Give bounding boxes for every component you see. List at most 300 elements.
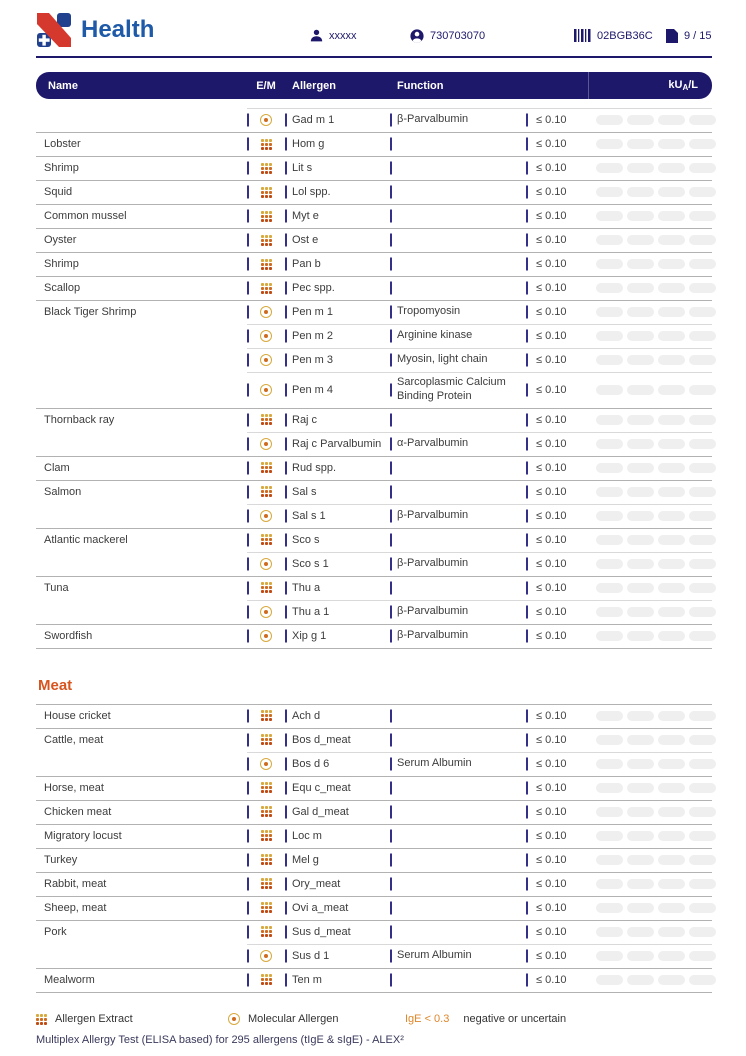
allergen-code-cell: Xip g 1 <box>285 624 390 648</box>
column-tick <box>390 805 392 818</box>
row-name-label <box>36 108 247 132</box>
row-name-label: Rabbit, meat <box>44 877 107 890</box>
row-name-label <box>36 752 247 776</box>
row-name-label: Horse, meat <box>44 781 104 794</box>
patient-name-value: xxxxx <box>329 29 357 42</box>
row-name-label: Shrimp <box>44 258 79 270</box>
column-tick <box>526 383 528 396</box>
barcode-icon <box>574 29 591 42</box>
column-tick <box>285 805 287 818</box>
column-tick <box>285 781 287 794</box>
column-tick <box>526 138 528 151</box>
ige-value-cell: ≤ 0.10 <box>526 528 588 552</box>
allergen-extract-icon <box>261 734 272 745</box>
row-name-label <box>36 504 247 528</box>
column-tick <box>526 437 528 450</box>
result-scale-bars <box>588 252 716 276</box>
column-tick <box>285 354 287 367</box>
result-scale-bars <box>588 228 716 252</box>
em-cell <box>247 228 285 252</box>
ige-value-cell: ≤ 0.10 <box>526 132 588 156</box>
allergen-code-cell: Thu a <box>285 576 390 600</box>
table-row <box>36 728 712 752</box>
column-tick <box>285 581 287 594</box>
column-tick <box>390 114 392 127</box>
column-tick <box>526 829 528 842</box>
allergen-function-cell <box>390 456 526 480</box>
person-icon <box>310 29 323 42</box>
table-row <box>36 704 712 728</box>
ige-value-cell: ≤ 0.10 <box>526 576 588 600</box>
column-tick <box>390 757 392 770</box>
ige-value-cell: ≤ 0.10 <box>526 456 588 480</box>
legend-extract-label: Allergen Extract <box>55 1013 133 1025</box>
allergen-code-cell: Raj c <box>285 408 390 432</box>
column-tick <box>247 437 249 450</box>
column-tick <box>390 413 392 426</box>
column-tick <box>285 413 287 426</box>
column-tick <box>285 330 287 343</box>
allergen-function-cell: β-Parvalbumin <box>390 600 526 624</box>
allergen-code-cell: Raj c Parvalbumin <box>285 432 390 456</box>
allergen-function-cell <box>390 800 526 824</box>
column-tick <box>390 629 392 642</box>
ige-value-cell: ≤ 0.10 <box>526 552 588 576</box>
molecular-allergen-icon <box>260 330 272 342</box>
em-cell <box>247 552 285 576</box>
em-cell <box>247 896 285 920</box>
table-row <box>36 372 712 408</box>
allergen-extract-icon <box>261 926 272 937</box>
table-row <box>36 776 712 800</box>
table-row <box>36 204 712 228</box>
column-header-unit: $kU_A/L$ <box>588 72 712 99</box>
person-circle-icon <box>410 29 424 43</box>
column-tick <box>247 383 249 396</box>
column-tick <box>390 383 392 396</box>
column-tick <box>247 114 249 127</box>
column-tick <box>526 709 528 722</box>
allergen-code-cell: Lit s <box>285 156 390 180</box>
column-tick <box>390 330 392 343</box>
em-cell <box>247 180 285 204</box>
column-tick <box>285 605 287 618</box>
allergen-extract-icon <box>261 854 272 865</box>
column-tick <box>390 781 392 794</box>
result-scale-bars <box>588 408 716 432</box>
ige-value-cell: ≤ 0.10 <box>526 372 588 408</box>
column-tick <box>390 162 392 175</box>
allergen-extract-icon <box>261 462 272 473</box>
em-cell <box>247 504 285 528</box>
ige-value-cell: ≤ 0.10 <box>526 108 588 132</box>
ige-value-cell: ≤ 0.10 <box>526 920 588 944</box>
table-row <box>36 180 712 204</box>
column-tick <box>285 138 287 151</box>
column-tick <box>390 533 392 546</box>
molecular-allergen-icon <box>228 1013 240 1025</box>
allergen-extract-icon <box>261 187 272 198</box>
column-tick <box>247 413 249 426</box>
allergen-function-cell <box>390 528 526 552</box>
result-scale-bars <box>588 108 716 132</box>
allergen-code-cell: Sus d_meat <box>285 920 390 944</box>
column-tick <box>390 461 392 474</box>
row-name-label: Thornback ray <box>44 413 115 426</box>
column-tick <box>390 306 392 319</box>
allergen-code-cell: Thu a 1 <box>285 600 390 624</box>
allergen-code-cell: Hom g <box>285 132 390 156</box>
table-row <box>36 156 712 180</box>
column-tick <box>390 282 392 295</box>
result-scale-bars <box>588 624 716 648</box>
allergen-code-cell: Lol spp. <box>285 180 390 204</box>
header-divider <box>36 56 712 58</box>
column-tick <box>247 162 249 175</box>
row-name-label: Oyster <box>44 234 77 246</box>
result-scale-bars <box>588 944 716 968</box>
allergen-extract-icon <box>261 259 272 270</box>
ige-value-cell: ≤ 0.10 <box>526 228 588 252</box>
row-name-label <box>36 552 247 576</box>
table-row <box>36 108 712 132</box>
result-scale-bars <box>588 204 716 228</box>
allergen-extract-icon <box>261 974 272 985</box>
result-scale-bars <box>588 728 716 752</box>
column-tick <box>390 877 392 890</box>
allergen-function-cell: β-Parvalbumin <box>390 504 526 528</box>
allergen-function-cell <box>390 896 526 920</box>
column-tick <box>390 509 392 522</box>
column-tick <box>247 973 249 986</box>
result-scale-bars <box>588 920 716 944</box>
allergen-function-cell: α-Parvalbumin <box>390 432 526 456</box>
allergen-extract-icon <box>261 878 272 889</box>
allergen-function-cell: Serum Albumin <box>390 944 526 968</box>
patient-name-field <box>310 29 357 42</box>
column-tick <box>285 186 287 199</box>
allergen-code-cell: Mel g <box>285 848 390 872</box>
allergen-extract-icon <box>261 806 272 817</box>
allergen-code-cell: Sal s <box>285 480 390 504</box>
allergen-extract-icon <box>261 902 272 913</box>
column-tick <box>526 877 528 890</box>
column-tick <box>526 805 528 818</box>
table-row <box>36 408 712 432</box>
legend <box>36 1013 712 1025</box>
em-cell <box>247 776 285 800</box>
allergen-code-cell: Ovi a_meat <box>285 896 390 920</box>
result-scale-bars <box>588 600 716 624</box>
column-tick <box>247 306 249 319</box>
column-tick <box>526 509 528 522</box>
allergen-extract-icon <box>261 830 272 841</box>
allergen-extract-icon <box>261 782 272 793</box>
ige-value-cell: ≤ 0.10 <box>526 432 588 456</box>
column-tick <box>247 949 249 962</box>
allergen-code-cell: Ory_meat <box>285 872 390 896</box>
row-name-label <box>36 372 247 408</box>
result-scale-bars <box>588 276 716 300</box>
column-tick <box>285 234 287 247</box>
column-tick <box>247 925 249 938</box>
em-cell <box>247 824 285 848</box>
result-scale-bars <box>588 824 716 848</box>
molecular-allergen-icon <box>260 510 272 522</box>
row-name-label: Cattle, meat <box>44 733 104 746</box>
column-tick <box>390 973 392 986</box>
column-tick <box>526 186 528 199</box>
column-tick <box>285 949 287 962</box>
allergen-extract-icon <box>261 414 272 425</box>
row-name-label: Migratory locust <box>44 829 122 842</box>
ige-value-cell: ≤ 0.10 <box>526 872 588 896</box>
allergen-function-cell <box>390 872 526 896</box>
molecular-allergen-icon <box>260 606 272 618</box>
allergen-code-cell: Bos d 6 <box>285 752 390 776</box>
allergen-function-cell <box>390 848 526 872</box>
allergen-function-cell <box>390 824 526 848</box>
allergen-code-cell: Sal s 1 <box>285 504 390 528</box>
column-tick <box>247 629 249 642</box>
em-cell <box>247 624 285 648</box>
column-tick <box>285 557 287 570</box>
em-cell <box>247 600 285 624</box>
em-cell <box>247 920 285 944</box>
allergen-function-cell <box>390 728 526 752</box>
column-tick <box>526 629 528 642</box>
em-cell <box>247 132 285 156</box>
row-name-label: Atlantic mackerel <box>44 533 128 546</box>
result-scale-bars <box>588 896 716 920</box>
legend-ige <box>405 1013 566 1025</box>
table-row <box>36 528 712 552</box>
em-cell <box>247 968 285 992</box>
ige-note: negative or uncertain <box>463 1013 567 1025</box>
result-scale-bars <box>588 752 716 776</box>
allergen-extract-icon <box>261 163 272 174</box>
column-tick <box>247 733 249 746</box>
em-cell <box>247 528 285 552</box>
column-tick <box>285 901 287 914</box>
ige-value-cell: ≤ 0.10 <box>526 156 588 180</box>
table-row <box>36 456 712 480</box>
ige-value-cell: ≤ 0.10 <box>526 600 588 624</box>
test-description: Multiplex Allergy Test (ELISA based) for 295 allergens (tIgE & sIgE) - ALEX² <box>36 1034 404 1046</box>
column-header-function: Function <box>397 79 444 92</box>
column-tick <box>390 925 392 938</box>
column-tick <box>247 557 249 570</box>
section-title: Meat <box>38 676 73 694</box>
column-tick <box>285 973 287 986</box>
column-tick <box>526 162 528 175</box>
column-tick <box>285 509 287 522</box>
row-name-label: Clam <box>44 461 70 474</box>
table-row <box>36 800 712 824</box>
column-tick <box>285 733 287 746</box>
column-tick <box>285 533 287 546</box>
ige-value-cell: ≤ 0.10 <box>526 752 588 776</box>
table-row <box>36 968 712 992</box>
result-scale-bars <box>588 156 716 180</box>
allergen-extract-icon <box>261 710 272 721</box>
column-tick <box>285 485 287 498</box>
em-cell <box>247 704 285 728</box>
result-scale-bars <box>588 456 716 480</box>
result-scale-bars <box>588 348 716 372</box>
ige-value-cell: ≤ 0.10 <box>526 896 588 920</box>
column-tick <box>526 533 528 546</box>
allergen-code-cell: Pec spp. <box>285 276 390 300</box>
allergen-function-cell <box>390 132 526 156</box>
column-tick <box>285 114 287 127</box>
allergen-code-cell: Pen m 2 <box>285 324 390 348</box>
legend-molecular <box>228 1013 405 1025</box>
allergen-code-cell: Sco s <box>285 528 390 552</box>
result-scale-bars <box>588 324 716 348</box>
column-tick <box>390 581 392 594</box>
column-tick <box>526 781 528 794</box>
column-tick <box>526 234 528 247</box>
row-name-label: Shrimp <box>44 162 79 174</box>
em-cell <box>247 576 285 600</box>
table-row <box>36 552 712 576</box>
allergen-extract-icon <box>261 211 272 222</box>
column-tick <box>526 354 528 367</box>
column-tick <box>247 877 249 890</box>
column-tick <box>247 829 249 842</box>
row-name-label <box>36 348 247 372</box>
em-cell <box>247 348 285 372</box>
page-icon <box>666 29 678 43</box>
barcode-field <box>574 29 653 42</box>
column-tick <box>526 258 528 271</box>
ige-value-cell: ≤ 0.10 <box>526 704 588 728</box>
allergen-function-cell: Sarcoplasmic Calcium Binding Protein <box>390 372 526 408</box>
ige-value-cell: ≤ 0.10 <box>526 944 588 968</box>
column-tick <box>247 901 249 914</box>
result-scale-bars <box>588 872 716 896</box>
column-tick <box>285 383 287 396</box>
column-tick <box>247 210 249 223</box>
column-tick <box>526 114 528 127</box>
column-tick <box>285 258 287 271</box>
molecular-allergen-icon <box>260 114 272 126</box>
result-scale-bars <box>588 800 716 824</box>
table-row <box>36 504 712 528</box>
column-tick <box>247 805 249 818</box>
column-tick <box>247 234 249 247</box>
result-scale-bars <box>588 432 716 456</box>
column-tick <box>526 901 528 914</box>
row-name-label: House cricket <box>44 709 111 722</box>
allergen-code-cell: Rud spp. <box>285 456 390 480</box>
allergen-function-cell <box>390 480 526 504</box>
allergen-function-cell <box>390 228 526 252</box>
row-name-label: Tuna <box>44 581 69 594</box>
column-header-em: E/M <box>256 79 276 92</box>
row-name-label: Pork <box>44 925 67 938</box>
column-tick <box>526 733 528 746</box>
column-tick <box>526 306 528 319</box>
allergen-extract-icon <box>36 1014 47 1025</box>
table-row <box>36 480 712 504</box>
allergen-code-cell: Pan b <box>285 252 390 276</box>
ige-value-cell: ≤ 0.10 <box>526 252 588 276</box>
table-row <box>36 600 712 624</box>
column-tick <box>390 234 392 247</box>
table-row <box>36 896 712 920</box>
allergen-function-cell: Arginine kinase <box>390 324 526 348</box>
barcode-value: 02BGB36C <box>597 29 653 42</box>
column-tick <box>285 306 287 319</box>
column-tick <box>247 282 249 295</box>
column-tick <box>390 437 392 450</box>
table-section <box>36 704 712 993</box>
column-tick <box>247 354 249 367</box>
em-cell <box>247 372 285 408</box>
row-name-label: Lobster <box>44 138 81 150</box>
em-cell <box>247 480 285 504</box>
em-cell <box>247 800 285 824</box>
page-footer <box>36 1013 712 1046</box>
result-scale-bars <box>588 776 716 800</box>
allergen-function-cell <box>390 408 526 432</box>
allergen-extract-icon <box>261 486 272 497</box>
table-row <box>36 848 712 872</box>
column-tick <box>526 973 528 986</box>
table-row <box>36 228 712 252</box>
em-cell <box>247 944 285 968</box>
column-tick <box>247 509 249 522</box>
em-cell <box>247 456 285 480</box>
allergen-function-cell <box>390 276 526 300</box>
allergen-code-cell: Gal d_meat <box>285 800 390 824</box>
molecular-allergen-icon <box>260 758 272 770</box>
allergen-function-cell <box>390 776 526 800</box>
row-name-label: Chicken meat <box>44 805 112 818</box>
ige-value-cell: ≤ 0.10 <box>526 480 588 504</box>
legend-molecular-label: Molecular Allergen <box>248 1013 339 1025</box>
column-tick <box>285 282 287 295</box>
column-tick <box>247 605 249 618</box>
result-scale-bars <box>588 300 716 324</box>
allergen-function-cell: β-Parvalbumin <box>390 108 526 132</box>
column-tick <box>247 461 249 474</box>
result-scale-bars <box>588 372 716 408</box>
column-tick <box>247 485 249 498</box>
molecular-allergen-icon <box>260 630 272 642</box>
column-tick <box>526 757 528 770</box>
column-tick <box>285 853 287 866</box>
row-name-label: Scallop <box>44 282 81 294</box>
table-row <box>36 324 712 348</box>
column-tick <box>526 557 528 570</box>
ige-value-cell: ≤ 0.10 <box>526 276 588 300</box>
column-tick <box>390 709 392 722</box>
molecular-allergen-icon <box>260 306 272 318</box>
ige-value-cell: ≤ 0.10 <box>526 624 588 648</box>
column-tick <box>526 925 528 938</box>
column-tick <box>390 733 392 746</box>
ige-value-cell: ≤ 0.10 <box>526 204 588 228</box>
column-tick <box>285 877 287 890</box>
result-scale-bars <box>588 848 716 872</box>
table-row <box>36 252 712 276</box>
column-tick <box>390 605 392 618</box>
page-header <box>36 12 712 54</box>
column-tick <box>526 605 528 618</box>
